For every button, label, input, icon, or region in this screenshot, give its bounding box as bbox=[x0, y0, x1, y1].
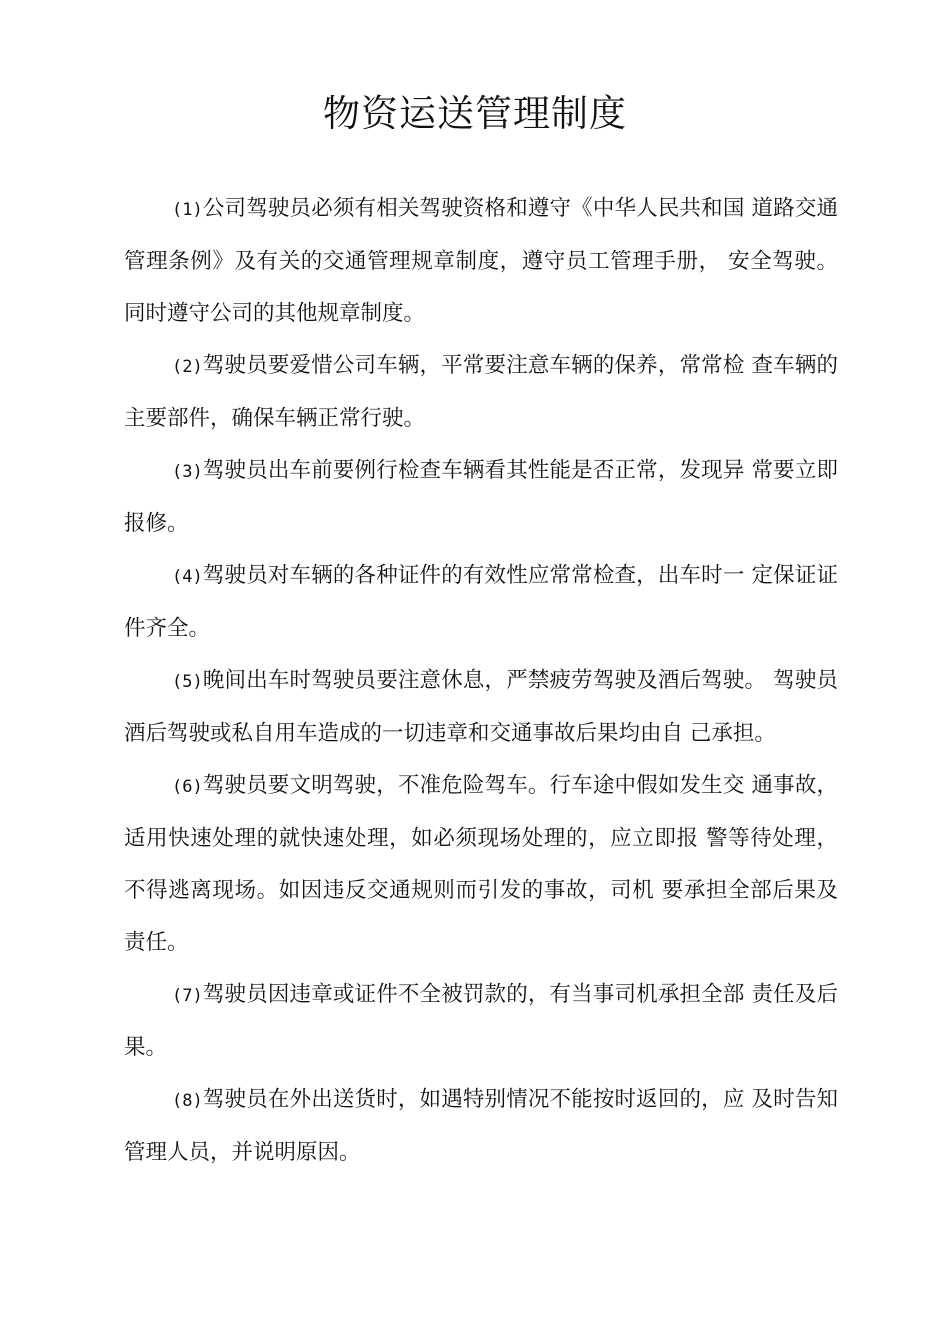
rule-text: 驾驶员因违章或证件不全被罚款的，有当事司机承担全部 责任及后果。 bbox=[124, 982, 838, 1060]
rule-text: 公司驾驶员必须有相关驾驶资格和遵守《中华人民共和国 道路交通管理条例》及有关的交通管理规章制度，遵守员工管理手册， 安全驾驶。同时遵守公司的其他规章制度。 bbox=[124, 196, 838, 326]
rule-number: (3) bbox=[172, 462, 203, 482]
rule-item-3 bbox=[124, 445, 838, 550]
rule-item-4 bbox=[124, 550, 838, 655]
rule-text: 驾驶员对车辆的各种证件的有效性应常常检查，出车时一 定保证证件齐全。 bbox=[124, 563, 838, 641]
rule-number: (2) bbox=[172, 357, 203, 377]
rules-list bbox=[124, 183, 838, 1179]
rule-number: (5) bbox=[172, 672, 203, 692]
rule-text: 晚间出车时驾驶员要注意休息，严禁疲劳驾驶及酒后驾驶。 驾驶员酒后驾驶或私自用车造成的一切违章和交通事故后果均由自 己承担。 bbox=[124, 668, 838, 746]
rule-number: (1) bbox=[172, 200, 203, 220]
rule-number: (8) bbox=[172, 1091, 203, 1111]
rule-number: (6) bbox=[172, 777, 203, 797]
rule-item-6 bbox=[124, 760, 838, 969]
rule-text: 驾驶员在外出送货时，如遇特别情况不能按时返回的，应 及时告知管理人员，并说明原因。 bbox=[124, 1087, 838, 1165]
rule-item-2 bbox=[124, 340, 838, 445]
rule-text: 驾驶员出车前要例行检查车辆看其性能是否正常，发现异 常要立即报修。 bbox=[124, 458, 838, 536]
rule-number: (7) bbox=[172, 986, 203, 1006]
rule-item-1 bbox=[124, 183, 838, 340]
rule-text: 驾驶员要爱惜公司车辆，平常要注意车辆的保养，常常检 查车辆的主要部件，确保车辆正常行驶。 bbox=[124, 353, 838, 431]
document-title: 物资运送管理制度 bbox=[323, 92, 627, 135]
rule-item-8 bbox=[124, 1074, 838, 1179]
rule-item-5 bbox=[124, 655, 838, 760]
rule-text: 驾驶员要文明驾驶，不准危险驾车。行车途中假如发生交 通事故，适用快速处理的就快速处理，如必须现场处理的，应立即报 警等待处理，不得逃离现场。如因违反交通规则而引发的事故，司机 要承担全部后果及责任。 bbox=[124, 773, 838, 955]
rule-number: (4) bbox=[172, 567, 203, 587]
rule-item-7 bbox=[124, 969, 838, 1074]
